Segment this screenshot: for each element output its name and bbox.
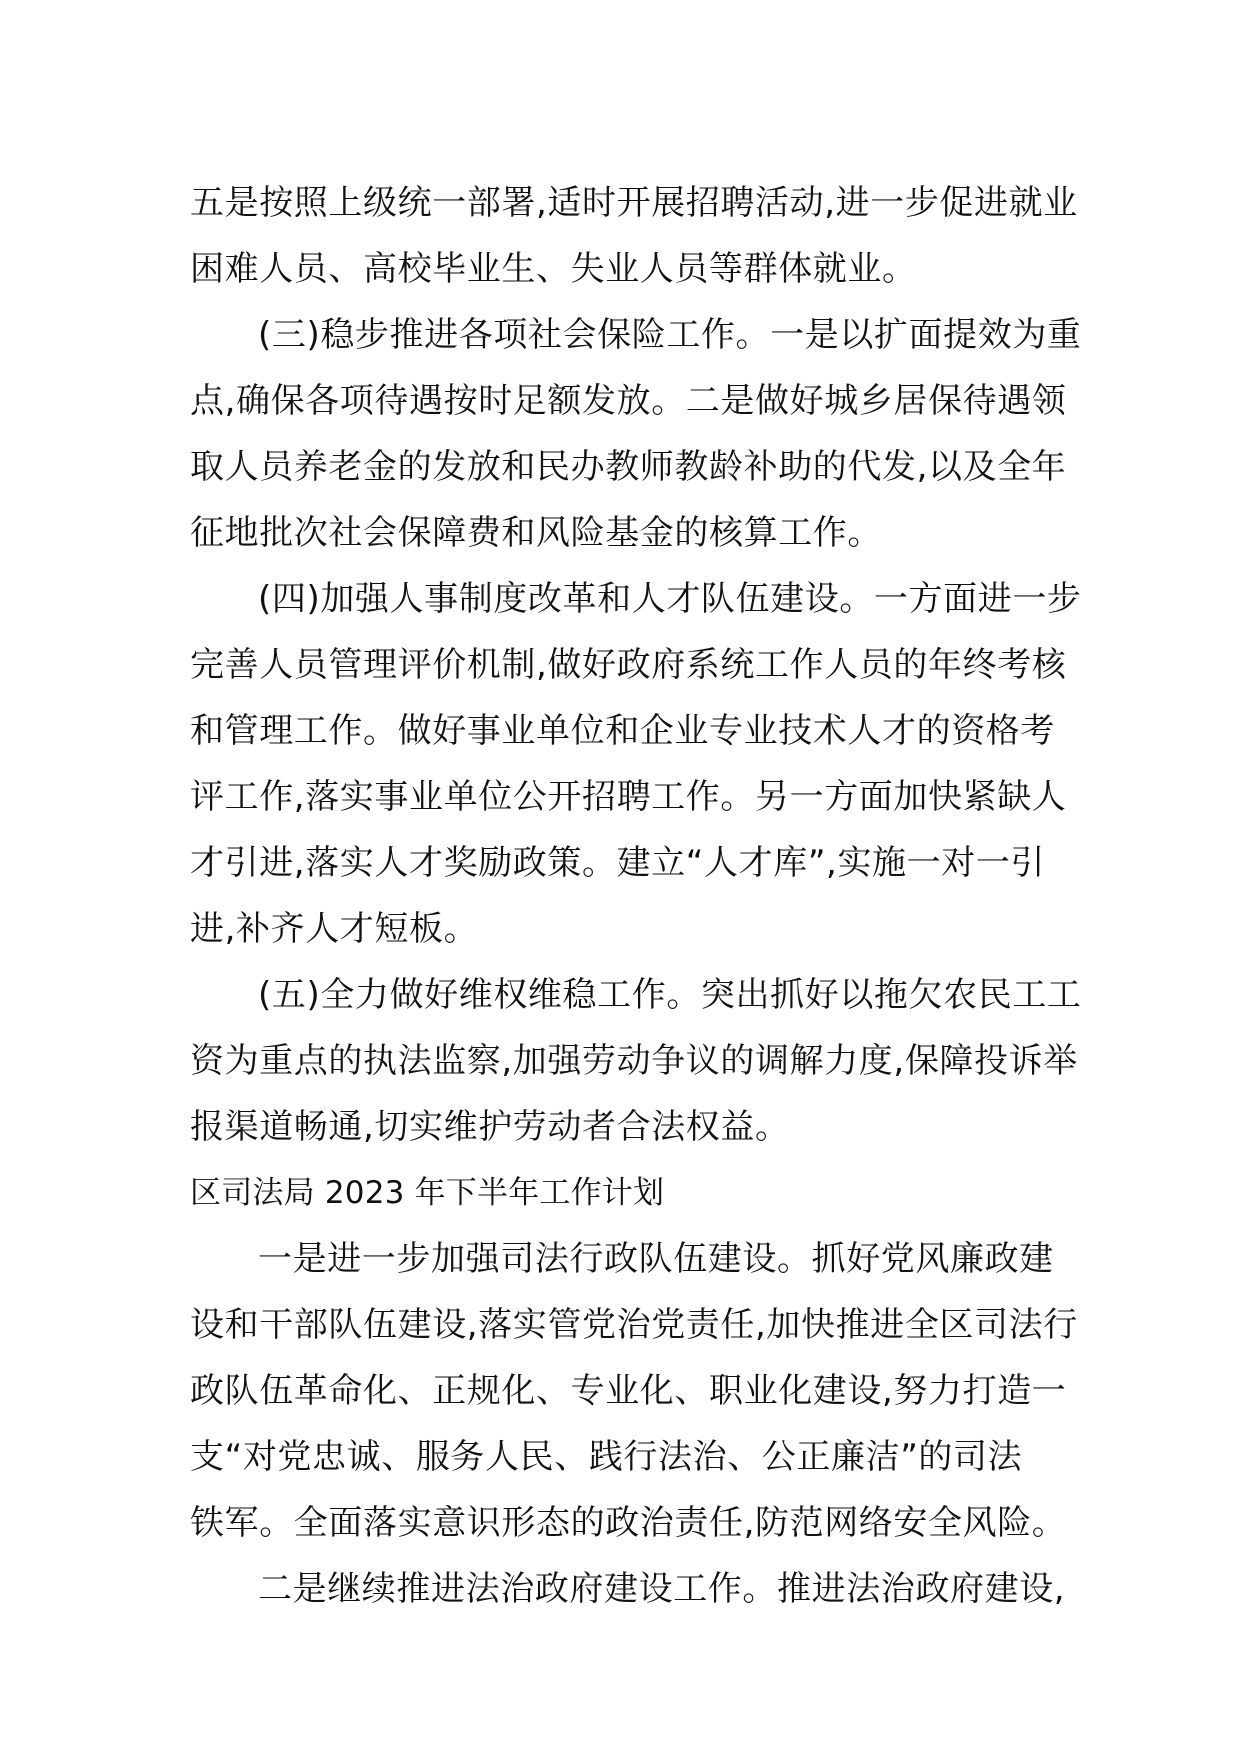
text-line: 铁军。全面落实意识形态的政治责任,防范网络安全风险。: [190, 1503, 1067, 1543]
paragraph-start-line: 二是继续推进法治政府建设工作。推进法治政府建设,: [258, 1569, 1066, 1609]
text-line: 才引进,落实人才奖励政策。建立“人才库”,实施一对一引: [190, 843, 1046, 883]
paragraph-start-line: 一是进一步加强司法行政队伍建设。抓好党风廉政建: [258, 1239, 1054, 1279]
document-body: [190, 170, 1082, 1622]
text-line: 评工作,落实事业单位公开招聘工作。另一方面加快紧缺人: [190, 777, 1067, 817]
text-line: 取人员养老金的发放和民办教师教龄补助的代发,以及全年: [190, 447, 1067, 487]
text-line: 五是按照上级统一部署,适时开展招聘活动,进一步促进就业: [190, 183, 1078, 223]
text-line: 设和干部队伍建设,落实管党治党责任,加快推进全区司法行: [190, 1305, 1078, 1345]
text-line: 资为重点的执法监察,加强劳动争议的调解力度,保障投诉举: [190, 1041, 1078, 1081]
text-line: 和管理工作。做好事业单位和企业专业技术人才的资格考: [190, 711, 1055, 751]
text-line: 点,确保各项待遇按时足额发放。二是做好城乡居保待遇领: [190, 381, 1067, 421]
text-line: 完善人员管理评价机制,做好政府系统工作人员的年终考核: [190, 645, 1067, 685]
text-line: 政队伍革命化、正规化、专业化、职业化建设,努力打造一: [190, 1371, 1067, 1411]
paragraph-start-line: (五)全力做好维权维稳工作。突出抓好以拖欠农民工工: [258, 975, 1082, 1015]
paragraph-start-line: (四)加强人事制度改革和人才队伍建设。一方面进一步: [258, 579, 1082, 619]
text-line: 进,补齐人才短板。: [190, 909, 479, 949]
text-line: 困难人员、高校毕业生、失业人员等群体就业。: [190, 249, 917, 289]
text-line: 支“对党忠诚、服务人民、践行法治、公正廉洁”的司法: [190, 1437, 1023, 1477]
paragraph-start-line: (三)稳步推进各项社会保险工作。一是以扩面提效为重: [258, 315, 1082, 355]
text-line: 征地批次社会保障费和风险基金的核算工作。: [190, 513, 882, 553]
text-line: 报渠道畅通,切实维护劳动者合法权益。: [190, 1107, 790, 1147]
section-title: 区司法局 2023 年下半年工作计划: [190, 1175, 665, 1211]
